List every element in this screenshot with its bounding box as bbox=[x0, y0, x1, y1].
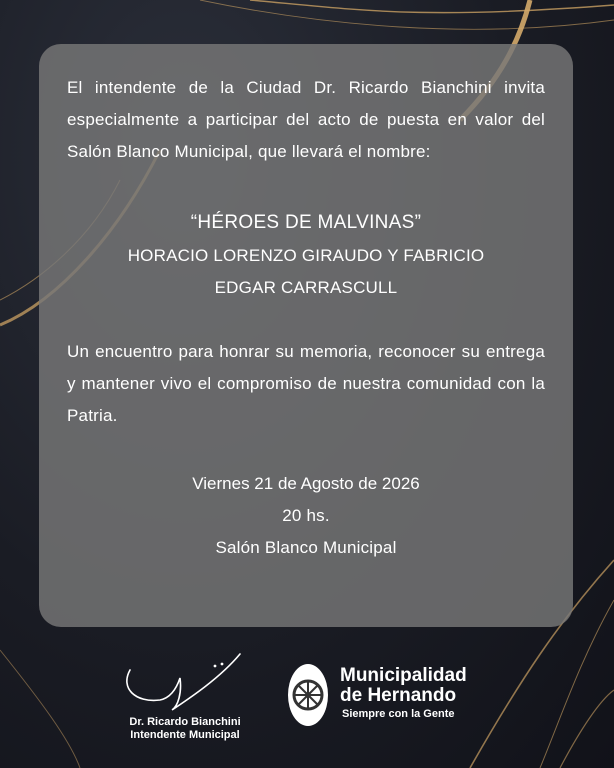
invitation-card bbox=[39, 44, 573, 627]
signature-name: Dr. Ricardo Bianchini bbox=[129, 716, 241, 728]
honorees-line-2: EDGAR CARRASCULL bbox=[214, 278, 398, 297]
event-title: “HÉROES DE MALVINAS” bbox=[190, 212, 422, 233]
handwritten-signature-icon bbox=[110, 648, 260, 718]
signature-block bbox=[110, 648, 260, 748]
logo-line-1: Municipalidad bbox=[340, 665, 467, 686]
message-text: Un encuentro para honrar su memoria, reconocer su entrega y mantener vivo el compromiso de nuestra comunidad con la Patria. bbox=[67, 342, 545, 425]
event-venue: Salón Blanco Municipal bbox=[215, 538, 397, 557]
logo-line-2: de Hernando bbox=[340, 685, 457, 706]
municipality-logo bbox=[286, 660, 506, 734]
event-time: 20 hs. bbox=[282, 506, 330, 525]
event-date: Viernes 21 de Agosto de 2026 bbox=[192, 474, 420, 493]
signature-role: Intendente Municipal bbox=[130, 729, 240, 741]
intro-text: El intendente de la Ciudad Dr. Ricardo Bianchini invita especialmente a participar del acto de puesta en valor del Salón Blanco Municipal, que llevará el nombre: bbox=[67, 78, 545, 161]
logo-tagline: Siempre con la Gente bbox=[342, 708, 455, 720]
honorees-line-1: HORACIO LORENZO GIRAUDO Y FABRICIO bbox=[127, 246, 485, 265]
wheel-emblem-icon bbox=[286, 662, 330, 728]
